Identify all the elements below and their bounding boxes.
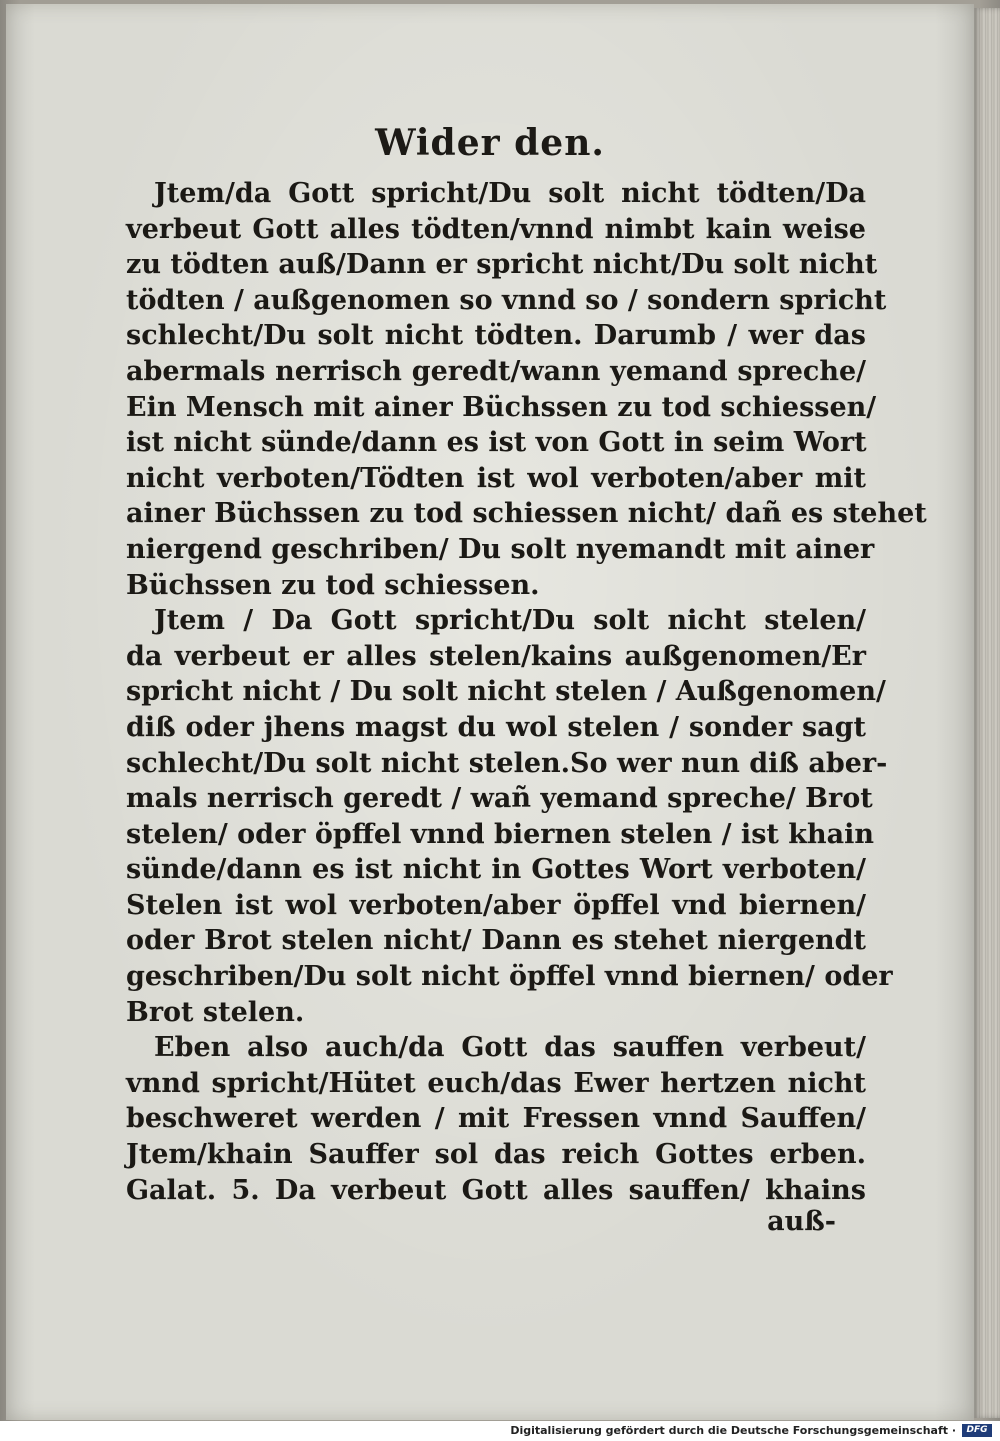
funding-credit: Digitalisierung gefördert durch die Deutsche Forschungsgemeinschaft · [510, 1424, 956, 1437]
text-line: vnnd spricht/Hütet euch/das Ewer hertzen nicht [126, 1067, 866, 1099]
text-line: stelen/ oder öpffel vnnd biernen stelen / ist khain [126, 818, 874, 850]
text-line: Jtem/da Gott spricht/Du solt nicht tödten/Da [154, 178, 866, 209]
text-line: schlecht/Du solt nicht tödten. Darumb / wer das [126, 320, 866, 352]
text-line: abermals nerrisch geredt/wann yemand spreche/ [126, 355, 866, 387]
text-line: niergend geschriben/ Du solt nyemandt mit ainer [126, 533, 875, 565]
text-line: Büchssen zu tod schiessen. [126, 569, 540, 601]
text-line: zu tödten auß/Dann er spricht nicht/Du solt nicht [126, 249, 878, 281]
text-line: Brot stelen. [126, 996, 305, 1028]
text-line: da verbeut er alles stelen/kains außgenomen/Er [126, 640, 866, 672]
page-edges [974, 8, 1000, 1418]
book-page [6, 4, 974, 1420]
body-text [126, 176, 927, 1208]
text-line: sünde/dann es ist nicht in Gottes Wort verboten/ [126, 854, 866, 886]
text-line: diß oder jhens magst du wol stelen / sonder sagt [126, 711, 866, 743]
text-line: tödten / außgenomen so vnnd so / sondern spricht [126, 284, 887, 316]
text-line: geschriben/Du solt nicht öpffel vnnd biernen/ oder [126, 961, 893, 993]
catchword: auß- [767, 1206, 836, 1237]
text-line: Stelen ist wol verboten/aber öpffel vnd biernen/ [126, 889, 866, 921]
dfg-logo-icon: DFG [962, 1424, 992, 1437]
text-line: mals nerrisch geredt / wañ yemand spreche/ Brot [126, 783, 873, 815]
text-line: nicht verboten/Tödten ist wol verboten/aber mit [126, 462, 866, 494]
text-line: ainer Büchssen zu tod schiessen nicht/ dañ es stehet [126, 498, 927, 530]
text-line: spricht nicht / Du solt nicht stelen / Außgenomen/ [126, 676, 886, 708]
text-line: verbeut Gott alles tödten/vnnd nimbt kain weise [126, 213, 866, 245]
text-line: ist nicht sünde/dann es ist von Gott in seim Wort [126, 427, 867, 459]
running-head: Wider den. [375, 122, 605, 164]
text-line: Jtem / Da Gott spricht/Du solt nicht stelen/ [154, 605, 866, 637]
text-line: Ein Mensch mit ainer Büchssen zu tod schiessen/ [126, 391, 877, 423]
text-line: Jtem/khain Sauffer sol das reich Gottes erben. [126, 1139, 866, 1171]
text-line: Eben also auch/da Gott das sauffen verbeut/ [154, 1032, 866, 1064]
footer-bar [0, 1421, 1000, 1441]
text-line: beschweret werden / mit Fressen vnnd Sauffen/ [126, 1103, 866, 1135]
text-line: oder Brot stelen nicht/ Dann es stehet niergendt [126, 925, 866, 957]
text-line: Galat. 5. Da verbeut Gott alles sauffen/ khains [126, 1174, 866, 1206]
text-line: schlecht/Du solt nicht stelen.So wer nun diß aber- [126, 747, 888, 779]
